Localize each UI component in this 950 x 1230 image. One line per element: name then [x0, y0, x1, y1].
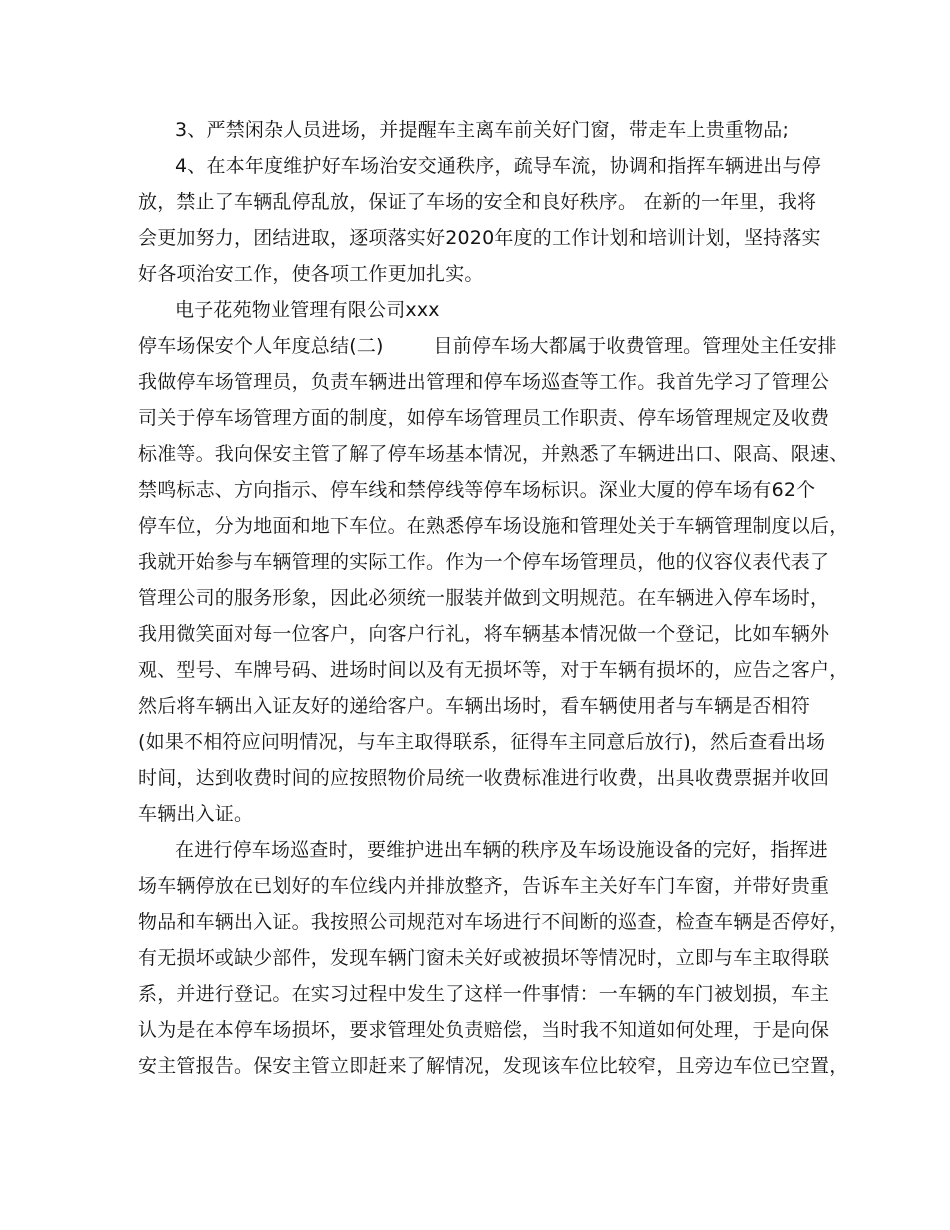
- text-line: 认为是在本停车场损坏，要求管理处负责赔偿，当时我不知道如何处理，于是向保: [138, 1019, 830, 1041]
- text-line: 我用微笑面对每一位客户，向客户行礼，将车辆基本情况做一个登记，比如车辆外: [138, 623, 830, 645]
- text-line: 我就开始参与车辆管理的实际工作。作为一个停车场管理员，他的仪容仪表代表了: [138, 551, 830, 573]
- section-heading-line: 停车场保安个人年度总结(二) 目前停车场大都属于收费管理。管理处主任安排: [138, 335, 837, 357]
- text-line: 司关于停车场管理方面的制度，如停车场管理员工作职责、停车场管理规定及收费: [138, 407, 830, 429]
- text-line: 然后将车辆出入证友好的递给客户。车辆出场时，看车辆使用者与车辆是否相符: [138, 695, 811, 717]
- text-line: 有无损坏或缺少部件，发现车辆门窗未关好或被损坏等情况时，立即与车主取得联: [138, 947, 830, 969]
- text-line: 安主管报告。保安主管立即赶来了解情况，发现该车位比较窄，且旁边车位已空置，: [138, 1055, 849, 1077]
- text-line: 时间，达到收费时间的应按照物价局统一收费标准进行收费，出具收费票据并收回: [138, 767, 830, 789]
- text-line: (如果不相符应问明情况，与车主取得联系，征得车主同意后放行)，然后查看出场: [138, 731, 826, 753]
- text-line: 会更加努力，团结进取，逐项落实好2020年度的工作计划和培训计划，坚持落实: [138, 227, 821, 249]
- text-line: 禁鸣标志、方向指示、停车线和禁停线等停车场标识。深业大厦的停车场有62个: [138, 479, 816, 501]
- text-line: 管理公司的服务形象，因此必须统一服装并做到文明规范。在车辆进入停车场时，: [138, 587, 830, 609]
- text-line: 我做停车场管理员，负责车辆进出管理和停车场巡查等工作。我首先学习了管理公: [138, 371, 830, 393]
- text-line: 场车辆停放在已划好的车位线内并排放整齐，告诉车主关好车门车窗，并带好贵重: [138, 875, 830, 897]
- text-line: 观、型号、车牌号码、进场时间以及有无损坏等，对于车辆有损坏的，应告之客户，: [138, 659, 849, 681]
- text-line: 物品和车辆出入证。我按照公司规范对车场进行不间断的巡查，检查车辆是否停好，: [138, 911, 849, 933]
- text-line: 停车位，分为地面和地下车位。在熟悉停车场设施和管理处关于车辆管理制度以后，: [138, 515, 849, 537]
- text-line: 3、严禁闲杂人员进场，并提醒车主离车前关好门窗，带走车上贵重物品;: [175, 119, 790, 141]
- text-line: 车辆出入证。: [138, 803, 254, 825]
- text-line: 在进行停车场巡查时，要维护进出车辆的秩序及车场设施设备的完好，指挥进: [175, 839, 828, 861]
- text-line: 标准等。我向保安主管了解了停车场基本情况，并熟悉了车辆进出口、限高、限速、: [138, 443, 849, 465]
- text-line: 放，禁止了车辆乱停乱放，保证了车场的安全和良好秩序。 在新的一年里，我将: [138, 191, 817, 213]
- text-line: 好各项治安工作，使各项工作更加扎实。: [138, 263, 484, 285]
- text-line: 4、在本年度维护好车场治安交通秩序，疏导车流，协调和指挥车辆进出与停: [175, 155, 821, 177]
- signature-line: 电子花苑物业管理有限公司xxx: [175, 299, 440, 321]
- text-line: 系，并进行登记。在实习过程中发生了这样一件事情：一车辆的车门被划损，车主: [138, 983, 830, 1005]
